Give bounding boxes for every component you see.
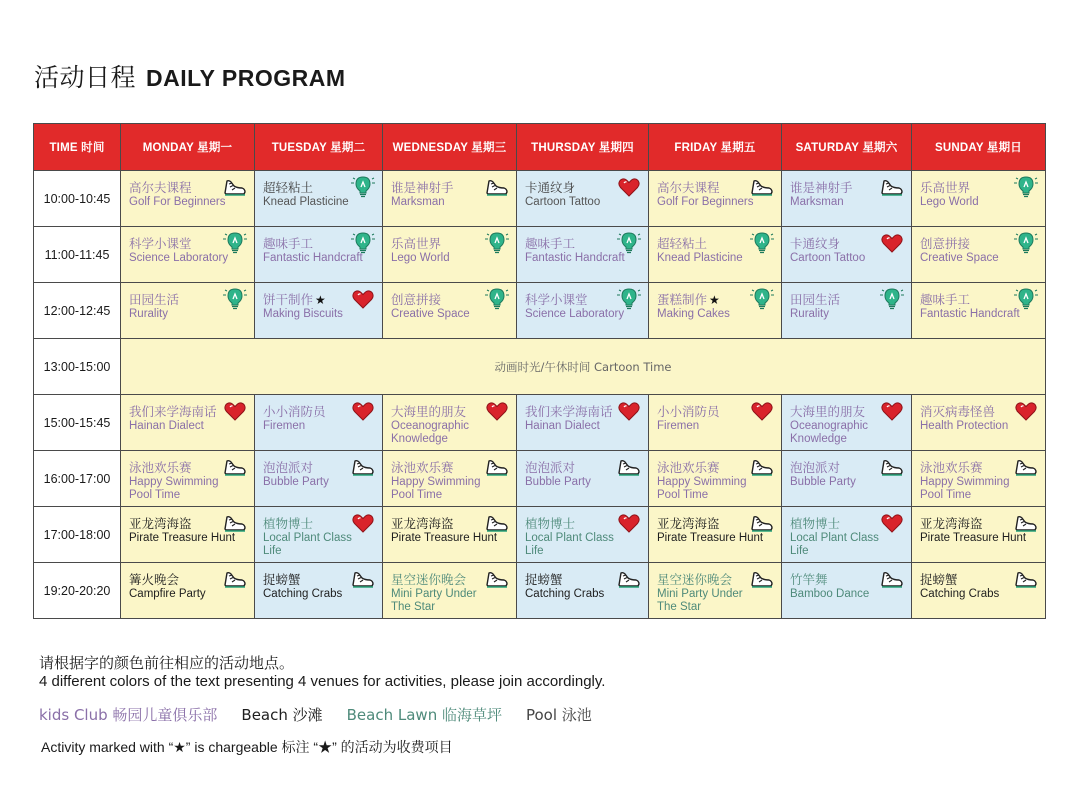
activity-name-cn-text: 泳池欢乐赛 (920, 460, 983, 475)
column-header: THURSDAY 星期四 (517, 124, 649, 171)
activity-name-en: Happy Swimming Pool Time (129, 476, 219, 501)
activity-name-en: Hainan Dialect (525, 420, 600, 432)
activity-cell (782, 171, 912, 227)
activity-name-cn-text: 泡泡派对 (525, 460, 576, 475)
column-header: TUESDAY 星期二 (255, 124, 383, 171)
activity-name-en: Cartoon Tattoo (790, 252, 866, 264)
sneaker-icon (749, 510, 775, 536)
heart-icon (1013, 398, 1039, 424)
schedule-row (34, 451, 1046, 507)
activity-name-en: Golf For Beginners (657, 196, 754, 208)
activity-cell (383, 283, 517, 339)
bulb-icon (484, 286, 510, 312)
activity-name-en: Firemen (263, 420, 306, 432)
column-header: FRIDAY 星期五 (649, 124, 782, 171)
activity-name-cn (525, 180, 575, 195)
activity-name-cn-text: 卡通纹身 (790, 236, 841, 251)
bulb-icon (350, 230, 376, 256)
activity-cell (121, 451, 255, 507)
activity-name-cn (920, 460, 983, 475)
note-cn: 请根据字的颜色前往相应的活动地点。 (39, 654, 295, 672)
activity-name-cn-text: 捉螃蟹 (920, 572, 958, 587)
activity-name-cn-text: 捉螃蟹 (263, 572, 301, 587)
activity-name-cn-text: 植物博士 (790, 516, 841, 531)
activity-name-en: Marksman (391, 196, 445, 208)
column-header: SUNDAY 星期日 (912, 124, 1046, 171)
activity-cell (517, 563, 649, 619)
activity-name-cn (790, 572, 828, 587)
sneaker-icon (484, 566, 510, 592)
activity-name-en: Creative Space (920, 252, 999, 264)
activity-name-cn (525, 292, 588, 307)
activity-name-en: Pirate Treasure Hunt (657, 532, 764, 544)
activity-name-cn-text: 泡泡派对 (263, 460, 314, 475)
activity-name-en: Rurality (129, 308, 168, 320)
heart-icon (616, 398, 642, 424)
activity-name-cn-text: 泳池欢乐赛 (657, 460, 720, 475)
activity-name-en: Lego World (920, 196, 979, 208)
activity-name-cn-text: 大海里的朋友 (790, 404, 866, 419)
activity-name-cn (391, 236, 441, 251)
activity-cell (782, 227, 912, 283)
activity-name-cn-text: 亚龙湾海盗 (391, 516, 454, 531)
activity-name-en: Bubble Party (263, 476, 329, 488)
time-slot: 13:00-15:00 (34, 339, 121, 395)
activity-name-cn-text: 泡泡派对 (790, 460, 841, 475)
activity-name-en: Catching Crabs (920, 588, 1000, 600)
activity-name-cn (657, 292, 720, 308)
activity-name-en: Knead Plasticine (657, 252, 743, 264)
activity-name-cn-text: 小小消防员 (657, 404, 720, 419)
activity-cell (912, 227, 1046, 283)
activity-name-cn-text: 乐高世界 (391, 236, 442, 251)
activity-name-cn (525, 404, 613, 419)
activity-name-cn-text: 饼干制作 (263, 292, 314, 307)
activity-cell (255, 507, 383, 563)
heart-icon (350, 510, 376, 536)
activity-name-cn-text: 谁是神射手 (790, 180, 853, 195)
title-en: DAILY PROGRAM (146, 65, 346, 91)
activity-name-en: Knead Plasticine (263, 196, 349, 208)
activity-name-cn-text: 亚龙湾海盗 (920, 516, 983, 531)
activity-cell (912, 563, 1046, 619)
bulb-icon (350, 174, 376, 200)
activity-name-cn (263, 572, 301, 587)
activity-name-en: Mini Party Under The Star (657, 588, 743, 613)
activity-name-cn (790, 404, 865, 419)
activity-cell (121, 507, 255, 563)
bulb-icon (484, 230, 510, 256)
activity-name-cn-text: 超轻粘土 (263, 180, 314, 195)
activity-name-cn (790, 460, 840, 475)
activity-name-cn (920, 236, 970, 251)
activity-cell (255, 563, 383, 619)
venue-legend (39, 704, 616, 725)
bulb-icon (1013, 174, 1039, 200)
activity-cell (649, 171, 782, 227)
activity-cell (383, 507, 517, 563)
sneaker-icon (484, 174, 510, 200)
sneaker-icon (1013, 566, 1039, 592)
activity-name-en: Rurality (790, 308, 829, 320)
activity-cell (912, 395, 1046, 451)
column-header: WEDNESDAY 星期三 (383, 124, 517, 171)
activity-cell (912, 507, 1046, 563)
legend-beach: Beach 沙滩 (241, 706, 323, 724)
activity-name-cn-text: 蛋糕制作 (657, 292, 708, 307)
activity-name-cn-text: 趣味手工 (920, 292, 971, 307)
activity-name-en: Happy Swimming Pool Time (391, 476, 481, 501)
activity-name-cn (657, 180, 720, 195)
chargeable-note: Activity marked with “★” is chargeable 标注 “★” 的活动为收费项目 (41, 739, 453, 755)
activity-cell (383, 227, 517, 283)
column-header: SATURDAY 星期六 (782, 124, 912, 171)
activity-name-en: Happy Swimming Pool Time (920, 476, 1010, 501)
activity-name-cn (790, 516, 840, 531)
activity-name-cn-text: 星空迷你晚会 (391, 572, 467, 587)
activity-cell (517, 171, 649, 227)
sneaker-icon (222, 510, 248, 536)
heart-icon (879, 398, 905, 424)
activity-name-cn (129, 404, 217, 419)
activity-name-cn (525, 460, 575, 475)
activity-name-en: Pirate Treasure Hunt (391, 532, 498, 544)
schedule-row (34, 171, 1046, 227)
activity-cell (121, 171, 255, 227)
sneaker-icon (879, 174, 905, 200)
activity-name-en: Mini Party Under The Star (391, 588, 477, 613)
activity-cell (255, 451, 383, 507)
page-title (34, 58, 346, 94)
activity-cell (912, 283, 1046, 339)
activity-name-en: Local Plant Class Life (263, 532, 352, 557)
sneaker-icon (1013, 454, 1039, 480)
bulb-icon (879, 286, 905, 312)
schedule-body (34, 171, 1046, 619)
activity-name-cn (391, 460, 454, 475)
activity-name-cn-text: 大海里的朋友 (391, 404, 467, 419)
activity-cell (255, 283, 383, 339)
bulb-icon (1013, 230, 1039, 256)
bulb-icon (749, 230, 775, 256)
activity-cell (517, 507, 649, 563)
activity-name-cn-text: 田园生活 (129, 292, 180, 307)
legend-beach-lawn: Beach Lawn 临海草坪 (346, 706, 502, 724)
sneaker-icon (749, 454, 775, 480)
activity-cell (121, 283, 255, 339)
activity-name-cn-text: 田园生活 (790, 292, 841, 307)
bulb-icon (749, 286, 775, 312)
sneaker-icon (1013, 510, 1039, 536)
activity-name-cn-text: 竹竿舞 (790, 572, 828, 587)
cartoon-time-banner: 动画时光/午休时间 Cartoon Time (121, 339, 1046, 395)
activity-name-cn (525, 236, 575, 251)
activity-cell (649, 451, 782, 507)
activity-name-cn (129, 236, 192, 251)
activity-name-cn-text: 泳池欢乐赛 (129, 460, 192, 475)
sneaker-icon (616, 454, 642, 480)
activity-name-en: Catching Crabs (525, 588, 605, 600)
activity-name-cn-text: 消灭病毒怪兽 (920, 404, 996, 419)
activity-name-cn-text: 亚龙湾海盗 (129, 516, 192, 531)
schedule-row (34, 507, 1046, 563)
sneaker-icon (222, 174, 248, 200)
activity-name-cn (920, 404, 995, 419)
sneaker-icon (484, 510, 510, 536)
activity-name-cn-text: 小小消防员 (263, 404, 326, 419)
activity-cell (255, 395, 383, 451)
activity-name-cn (129, 572, 179, 587)
sneaker-icon (749, 174, 775, 200)
activity-name-en: Catching Crabs (263, 588, 343, 600)
schedule-table (33, 123, 1046, 619)
heart-icon (749, 398, 775, 424)
time-slot: 17:00-18:00 (34, 507, 121, 563)
activity-cell (121, 395, 255, 451)
activity-name-cn (920, 572, 958, 587)
legend-pool: Pool 泳池 (525, 706, 592, 724)
activity-cell (517, 283, 649, 339)
schedule-row (34, 283, 1046, 339)
activity-name-cn (263, 236, 313, 251)
activity-name-cn-text: 创意拼接 (391, 292, 442, 307)
activity-name-cn (790, 236, 840, 251)
bulb-icon (616, 286, 642, 312)
activity-name-en: Bubble Party (790, 476, 856, 488)
time-slot: 19:20-20:20 (34, 563, 121, 619)
activity-name-cn (657, 404, 720, 419)
activity-name-en: Hainan Dialect (129, 420, 204, 432)
sneaker-icon (879, 566, 905, 592)
activity-name-cn-text: 植物博士 (263, 516, 314, 531)
activity-cell (383, 171, 517, 227)
sneaker-icon (350, 566, 376, 592)
heart-icon (350, 398, 376, 424)
time-slot: 15:00-15:45 (34, 395, 121, 451)
activity-cell (782, 563, 912, 619)
activity-cell (782, 283, 912, 339)
activity-name-en: Fantastic Handcraft (263, 252, 363, 264)
activity-cell (649, 563, 782, 619)
bulb-icon (222, 286, 248, 312)
activity-name-cn (129, 516, 192, 531)
title-cn: 活动日程 (34, 63, 137, 92)
activity-cell (517, 395, 649, 451)
activity-cell (255, 171, 383, 227)
activity-name-en: Campfire Party (129, 588, 206, 600)
activity-name-en: Pirate Treasure Hunt (920, 532, 1027, 544)
heart-icon (616, 174, 642, 200)
heart-icon (222, 398, 248, 424)
activity-name-en: Science Laboratory (129, 252, 229, 264)
activity-cell (649, 395, 782, 451)
activity-name-cn-text: 泳池欢乐赛 (391, 460, 454, 475)
activity-name-en: Oceanographic Knowledge (790, 420, 868, 445)
heart-icon (484, 398, 510, 424)
column-header: TIME 时间 (34, 124, 121, 171)
activity-name-cn-text: 卡通纹身 (525, 180, 576, 195)
activity-name-cn-text: 亚龙湾海盗 (657, 516, 720, 531)
header-row (34, 124, 1046, 171)
activity-name-en: Lego World (391, 252, 450, 264)
activity-cell (649, 507, 782, 563)
activity-name-cn-text: 趣味手工 (263, 236, 314, 251)
activity-name-en: Making Cakes (657, 308, 730, 320)
chargeable-star-icon: ★ (709, 293, 720, 307)
activity-name-cn (391, 404, 466, 419)
schedule-row (34, 395, 1046, 451)
heart-icon (879, 510, 905, 536)
bulb-icon (1013, 286, 1039, 312)
legend-kids-club: kids Club 畅园儿童俱乐部 (39, 706, 218, 724)
activity-name-cn-text: 科学小课堂 (525, 292, 588, 307)
activity-name-cn (920, 180, 970, 195)
activity-cell (649, 283, 782, 339)
schedule-row (34, 339, 1046, 395)
activity-name-cn-text: 创意拼接 (920, 236, 971, 251)
sneaker-icon (350, 454, 376, 480)
activity-name-cn (129, 460, 192, 475)
activity-cell (383, 395, 517, 451)
activity-name-cn (525, 516, 575, 531)
activity-name-en: Marksman (790, 196, 844, 208)
schedule-row (34, 227, 1046, 283)
activity-name-cn-text: 谁是神射手 (391, 180, 454, 195)
activity-name-cn (263, 404, 326, 419)
column-header: MONDAY 星期一 (121, 124, 255, 171)
time-slot: 16:00-17:00 (34, 451, 121, 507)
activity-name-cn-text: 乐高世界 (920, 180, 971, 195)
heart-icon (350, 286, 376, 312)
activity-cell (517, 451, 649, 507)
activity-cell (383, 563, 517, 619)
activity-name-cn (263, 460, 313, 475)
activity-name-cn-text: 我们来学海南话 (129, 404, 217, 419)
activity-name-cn (920, 292, 970, 307)
activity-name-cn (129, 292, 179, 307)
bulb-icon (222, 230, 248, 256)
activity-name-cn (391, 516, 454, 531)
activity-name-en: Cartoon Tattoo (525, 196, 601, 208)
activity-cell (782, 395, 912, 451)
activity-name-cn (263, 180, 313, 195)
activity-name-en: Golf For Beginners (129, 196, 226, 208)
activity-name-cn (263, 292, 326, 308)
activity-name-cn (657, 516, 720, 531)
sneaker-icon (222, 454, 248, 480)
activity-name-cn-text: 植物博士 (525, 516, 576, 531)
activity-cell (517, 227, 649, 283)
activity-name-en: Pirate Treasure Hunt (129, 532, 236, 544)
activity-cell (912, 451, 1046, 507)
activity-name-en: Local Plant Class Life (790, 532, 879, 557)
activity-name-en: Happy Swimming Pool Time (657, 476, 747, 501)
activity-cell (649, 227, 782, 283)
activity-name-cn-text: 篝火晚会 (129, 572, 180, 587)
activity-cell (782, 507, 912, 563)
sneaker-icon (222, 566, 248, 592)
schedule-row (34, 563, 1046, 619)
activity-name-cn (657, 236, 707, 251)
time-slot: 12:00-12:45 (34, 283, 121, 339)
activity-name-cn (391, 572, 466, 587)
activity-name-en: Making Biscuits (263, 308, 343, 320)
activity-name-en: Fantastic Handcraft (920, 308, 1020, 320)
activity-name-cn-text: 超轻粘土 (657, 236, 708, 251)
chargeable-star-icon: ★ (315, 293, 326, 307)
activity-name-cn (525, 572, 563, 587)
activity-name-cn (657, 460, 720, 475)
note-en: 4 different colors of the text presenting 4 venues for activities, please join accordingly. (39, 673, 606, 690)
activity-name-cn-text: 我们来学海南话 (525, 404, 613, 419)
time-slot: 11:00-11:45 (34, 227, 121, 283)
sneaker-icon (616, 566, 642, 592)
activity-name-en: Oceanographic Knowledge (391, 420, 469, 445)
heart-icon (879, 230, 905, 256)
activity-cell (383, 451, 517, 507)
activity-name-en: Health Protection (920, 420, 1009, 432)
activity-name-en: Bamboo Dance (790, 588, 870, 600)
activity-name-cn (263, 516, 313, 531)
activity-name-cn (790, 292, 840, 307)
activity-name-cn (657, 572, 732, 587)
activity-cell (912, 171, 1046, 227)
sneaker-icon (879, 454, 905, 480)
time-slot: 10:00-10:45 (34, 171, 121, 227)
activity-name-cn-text: 趣味手工 (525, 236, 576, 251)
activity-cell (255, 227, 383, 283)
sneaker-icon (484, 454, 510, 480)
activity-cell (121, 227, 255, 283)
activity-name-cn (391, 180, 454, 195)
activity-name-cn (391, 292, 441, 307)
activity-name-cn (790, 180, 853, 195)
activity-name-en: Local Plant Class Life (525, 532, 614, 557)
activity-name-en: Bubble Party (525, 476, 591, 488)
activity-name-cn-text: 捉螃蟹 (525, 572, 563, 587)
activity-name-cn-text: 高尔夫课程 (129, 180, 192, 195)
activity-name-cn-text: 星空迷你晚会 (657, 572, 733, 587)
activity-name-en: Science Laboratory (525, 308, 625, 320)
activity-name-cn (129, 180, 192, 195)
activity-cell (782, 451, 912, 507)
activity-name-cn (920, 516, 983, 531)
activity-name-en: Fantastic Handcraft (525, 252, 625, 264)
heart-icon (616, 510, 642, 536)
bulb-icon (616, 230, 642, 256)
activity-name-cn-text: 高尔夫课程 (657, 180, 720, 195)
activity-name-en: Firemen (657, 420, 700, 432)
activity-name-cn-text: 科学小课堂 (129, 236, 192, 251)
sneaker-icon (749, 566, 775, 592)
activity-cell (121, 563, 255, 619)
activity-name-en: Creative Space (391, 308, 470, 320)
